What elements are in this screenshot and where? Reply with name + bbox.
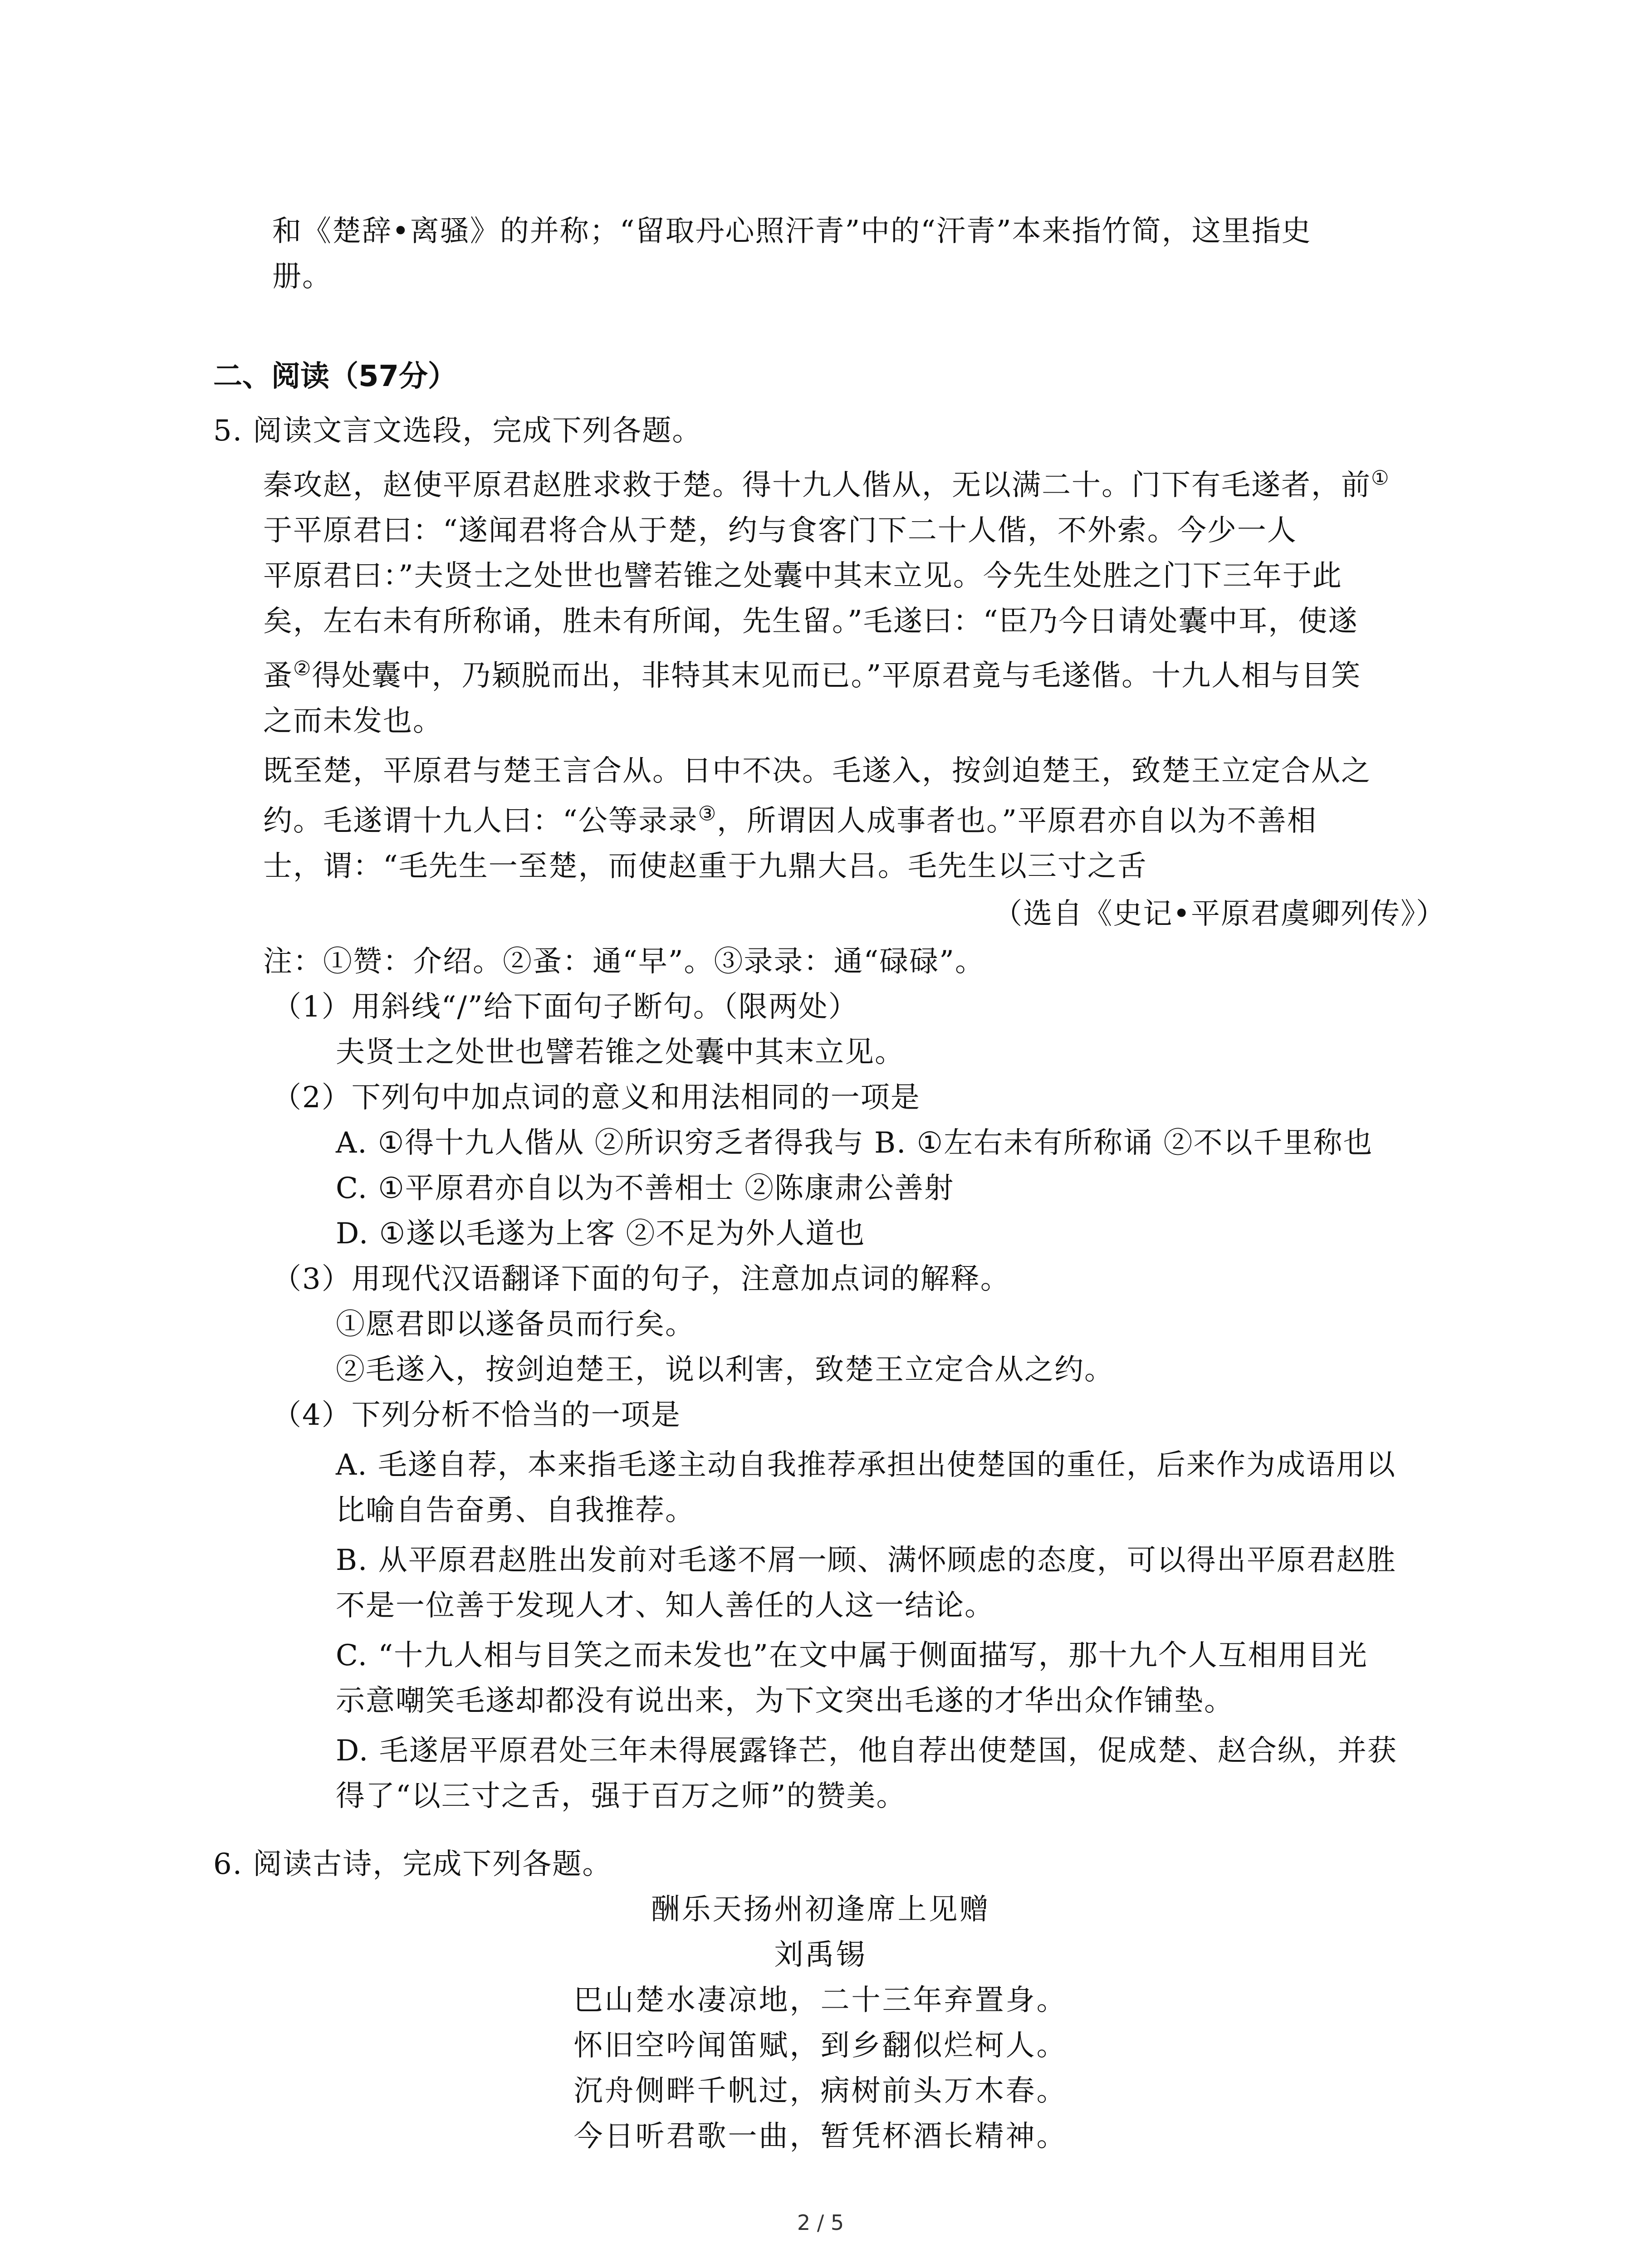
passage-line: 矣，左右未有所称诵，胜未有所闻，先生留。”毛遂曰：“臣乃今日请处囊中耳，使遂	[263, 605, 1358, 638]
q5-sub3-sentence-1: ①愿君即以遂备员而行矣。	[336, 1308, 695, 1341]
poem-author: 刘禹锡	[774, 1938, 867, 1972]
q5-sub4-option-a: A. 毛遂自荐，本来指毛遂主动自我推荐承担出使楚国的重任，后来作为成语用以	[336, 1448, 1396, 1482]
annotations: 注：①赞：介绍。②蚤：通“早”。③录录：通“碌碌”。	[263, 945, 985, 978]
q5-sub4-option-d: D. 毛遂居平原君处三年未得展露锋芒，他自荐出使楚国，促成楚、赵合纵，并获	[336, 1734, 1397, 1768]
q5-sub2-option-d: D. ①遂以毛遂为上客 ②不足为外人道也	[336, 1217, 866, 1251]
passage-line	[263, 658, 1361, 694]
passage-line: 士，谓：“毛先生一至楚，而使赵重于九鼎大吕。毛先生以三寸之舌	[263, 850, 1147, 883]
passage-line: 既至楚，平原君与楚王言合从。日中不决。毛遂入，按剑迫楚王，致楚王立定合从之	[263, 754, 1371, 788]
passage-text: 蚤	[263, 659, 293, 693]
passage-line	[263, 803, 1317, 839]
poem-title: 酬乐天扬州初逢席上见赠	[651, 1893, 990, 1926]
q6-stem: 6. 阅读古诗，完成下列各题。	[213, 1848, 612, 1881]
q5-sub3-label: （3）用现代汉语翻译下面的句子，注意加点词的解释。	[272, 1262, 1010, 1296]
poem-line: 今日听君歌一曲，暂凭杯酒长精神。	[573, 2120, 1068, 2153]
poem-line: 怀旧空吟闻笛赋，到乡翻似烂柯人。	[573, 2029, 1068, 2063]
footnote-mark: ③	[698, 802, 717, 826]
q5-sub2-option-c: C. ①平原君亦自以为不善相士 ②陈康肃公善射	[336, 1172, 955, 1205]
passage-line	[263, 467, 1390, 503]
q5-sub1-sentence: 夫贤士之处世也譬若锥之处囊中其末立见。	[336, 1036, 905, 1069]
passage-text: 得处囊中，乃颖脱而出，非特其末见而已。”平原君竟与毛遂偕。十九人相与目笑	[312, 659, 1362, 693]
q5-sub3-sentence-2: ②毛遂入，按剑迫楚王，说以利害，致楚王立定合从之约。	[336, 1353, 1114, 1387]
footnote-mark: ②	[293, 657, 312, 680]
passage-text: 约。毛遂谓十九人曰：“公等录录	[263, 804, 698, 838]
poem-line: 沉舟侧畔千帆过，病树前头万木春。	[573, 2074, 1068, 2108]
q5-sub4-label: （4）下列分析不恰当的一项是	[272, 1398, 681, 1432]
footnote-mark: ①	[1371, 466, 1390, 490]
q5-sub2-label: （2）下列句中加点词的意义和用法相同的一项是	[272, 1081, 921, 1114]
passage-text: ，所谓因人成事者也。”平原君亦自以为不善相	[717, 804, 1317, 838]
page-number: 2 / 5	[797, 2210, 844, 2235]
q5-sub2-option-ab: A. ①得十九人偕从 ②所识穷乏者得我与 B. ①左右未有所称诵 ②不以千里称也	[336, 1126, 1373, 1160]
passage-line: 之而未发也。	[263, 704, 443, 738]
q5-sub4-option-c: 示意嘲笑毛遂却都没有说出来，为下文突出毛遂的才华出众作铺垫。	[336, 1684, 1234, 1718]
q5-sub4-option-d: 得了“以三寸之舌，强于百万之师”的赞美。	[336, 1779, 906, 1813]
q5-sub4-option-b: 不是一位善于发现人才、知人善任的人这一结论。	[336, 1589, 994, 1623]
section-heading-reading: 二、阅读（57分）	[213, 360, 457, 393]
q5-sub4-option-c: C. “十九人相与目笑之而未发也”在文中属于侧面描写，那十九个人互相用目光	[336, 1639, 1368, 1672]
q5-sub1-label: （1）用斜线“/”给下面句子断句。（限两处）	[272, 990, 858, 1024]
passage-line: 于平原君曰：“遂闻君将合从于楚，约与食客门下二十人偕，不外索。今少一人	[263, 514, 1297, 547]
poem-line: 巴山楚水凄凉地，二十三年弃置身。	[573, 1984, 1068, 2017]
carryover-line-1: 和《楚辞•离骚》的并称；“留取丹心照汗青”中的“汗青”本来指竹简，这里指史	[272, 215, 1312, 248]
carryover-line-2: 册。	[272, 260, 332, 293]
q5-sub4-option-b: B. 从平原君赵胜出发前对毛遂不屑一顾、满怀顾虑的态度，可以得出平原君赵胜	[336, 1544, 1396, 1577]
q5-sub4-option-a: 比喻自告奋勇、自我推荐。	[336, 1494, 695, 1527]
passage-source: （选自《史记•平原君虞卿列传》）	[993, 897, 1446, 931]
passage-line: 平原君曰：”夫贤士之处世也譬若锥之处囊中其末立见。今先生处胜之门下三年于此	[263, 559, 1342, 593]
q5-stem: 5. 阅读文言文选段，完成下列各题。	[213, 414, 702, 448]
passage-text: 秦攻赵，赵使平原君赵胜求救于楚。得十九人偕从，无以满二十。门下有毛遂者，前	[263, 469, 1371, 502]
